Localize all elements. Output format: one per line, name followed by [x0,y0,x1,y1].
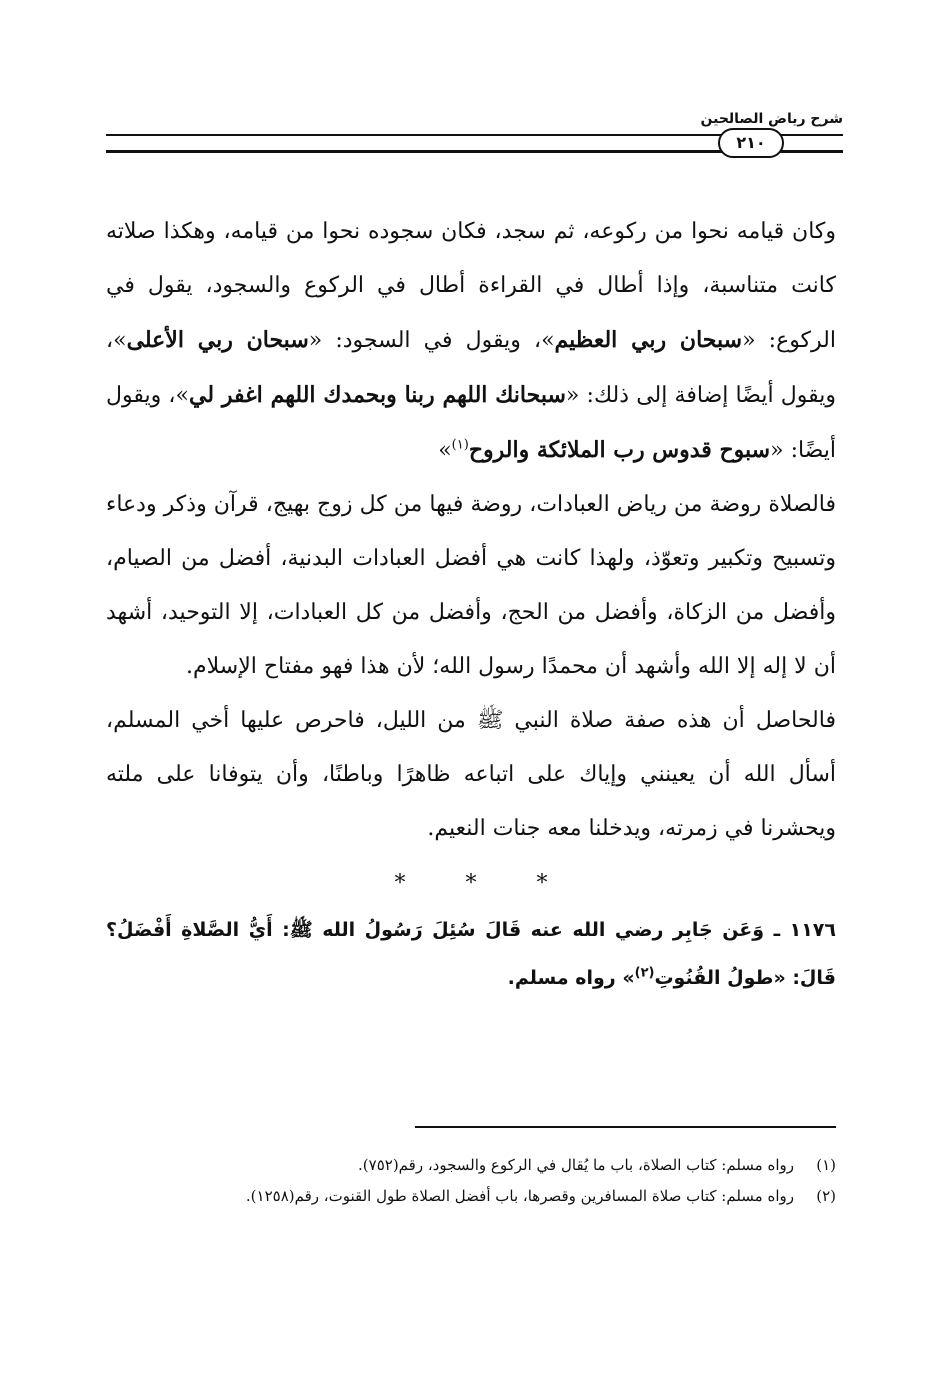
paragraph-1-text-2: »، ويقول في السجود: « [308,328,555,353]
footnote-1-number: (١) [816,1156,836,1174]
section-separator: *** [394,871,608,896]
main-text [106,205,836,1002]
hadith-text [106,906,836,1002]
paragraph-1-text-1: وكان قيامه نحوا من ركوعه، ثم سجد، فكان سجوده نحوا من قيامه، وهكذا صلاته كانت متناسبة، وإذا أطال في القراءة أطال في الركوع والسجود، يقول في الركوع: « [106,219,836,353]
paragraph-1-text-3: »، ويقول أيضًا إضافة إلى ذلك: « [106,328,836,408]
footnote-divider [415,1126,836,1128]
dhikr-subbuh: سبوح قدوس رب الملائكة والروح [468,437,771,463]
running-title: شرح رياض الصالحين [700,111,843,127]
footnote-2 [106,1181,836,1212]
footnote-2-number: (٢) [816,1187,836,1205]
footnote-1 [106,1150,836,1181]
footnote-1-text: رواه مسلم: كتاب الصلاة، باب ما يُقال في الركوع والسجود، رقم(٧٥٢). [358,1156,794,1174]
hadith-text-2: » رواه مسلم. [507,967,635,989]
dhikr-sujud: سبحان ربي الأعلى [126,327,309,353]
paragraph-3: فالحاصل أن هذه صفة صلاة النبي ﷺ من الليل، فاحرص عليها أخي المسلم، أسأل الله أن يعينني وإياك على اتباعه ظاهرًا وباطنًا، وأن يتوفانا على ملته ويحشرنا في زمرته، ويدخلنا معه جنات النعيم. [106,708,836,841]
page-number: ٢١٠ [718,128,784,158]
paragraph-1-text-4: »، ويقول أيضًا: « [106,383,836,463]
paragraph-2: فالصلاة روضة من رياض العبادات، روضة فيها من كل زوج بهيج، قرآن وذكر ودعاء وتسبيح وتكبير وتعوّذ، ولهذا كانت هي أفضل العبادات البدنية، أفضل من الصيام، وأفضل من الزكاة، وأفضل من الحج، وأفضل من كل العبادات، إلا التوحيد، أشهد أن لا إله إلا الله وأشهد أن محمدًا رسول الله؛ لأن هذا فهو مفتاح الإسلام. [106,492,836,679]
footnote-ref-2[interactable]: (٢) [634,965,655,981]
dhikr-subhanaka: سبحانك اللهم ربنا وبحمدك اللهم اغفر لي [188,382,566,408]
footnotes [106,1150,836,1212]
footnote-2-text: رواه مسلم: كتاب صلاة المسافرين وقصرها، باب أفضل الصلاة طول القنوت، رقم(١٢٥٨). [245,1187,794,1205]
footnote-ref-1[interactable]: (١) [451,437,469,453]
dhikr-ruku: سبحان ربي العظيم [554,327,743,353]
paragraph-1-text-5: » [438,438,452,463]
paragraph-1 [106,205,836,478]
hadith-text-1: ١١٧٦ ـ وَعَن جَابِر رضي الله عنه قَالَ سُئِلَ رَسُولُ الله ﷺ: أَيُّ الصَّلاةِ أَفْضَلُ؟ قَالَ: «طولُ القُنُوتِ [106,919,836,989]
